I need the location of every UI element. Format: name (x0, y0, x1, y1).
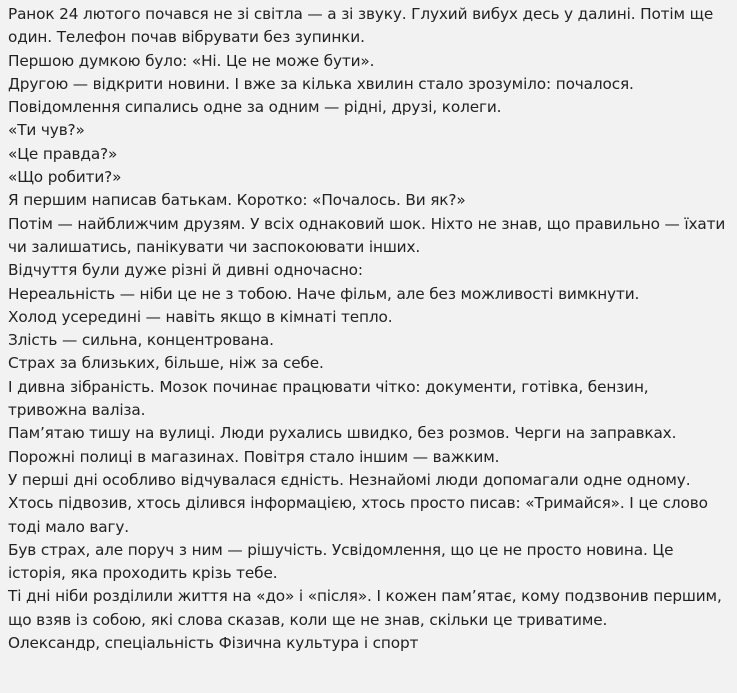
paragraph: Ті дні ніби розділили життя на «до» і «після». І кожен пам’ятає, кому подзвонив першим, що взяв із собою, які слова сказав, коли ще не знав, скільки це триватиме. (8, 587, 722, 629)
paragraph: Потім — найближчим друзям. У всіх однаковий шок. Ніхто не знав, що правильно — їхати чи залишатись, панікувати чи заспокоювати інших. (8, 214, 726, 256)
paragraph: Порожні полиці в магазинах. Повітря стало іншим — важким. (8, 447, 500, 466)
paragraph: Першою думкою було: «Ні. Це не може бути». (8, 51, 375, 70)
paragraph: Я першим написав батькам. Коротко: «Почалось. Ви як?» (8, 191, 466, 210)
paragraph: Ранок 24 лютого почався не зі світла — а зі звуку. Глухий вибух десь у далині. Потім ще один. Телефон почав вібрувати без зупинки. (8, 5, 714, 47)
paragraph: Хтось підвозив, хтось ділився інформацією, хтось просто писав: «Тримайся». І це слово тоді мало вагу. (8, 494, 708, 536)
author-signature: Олександр, спеціальність Фізична культура і спорт (8, 634, 419, 653)
feeling-line: Злість — сильна, концентрована. (8, 331, 274, 350)
paragraph: Другою — відкрити новини. І вже за кілька хвилин стало зрозуміло: почалося. (8, 74, 634, 93)
quote-line: «Це правда?» (8, 144, 118, 163)
paragraph: У перші дні особливо відчувалася єдність. Незнайомі люди допомагали одне одному. (8, 470, 691, 489)
feeling-line: Страх за близьких, більше, ніж за себе. (8, 354, 324, 373)
paragraph: Повідомлення сипались одне за одним — рідні, друзі, колеги. (8, 98, 502, 117)
feeling-line: І дивна зібраність. Мозок починає працювати чітко: документи, готівка, бензин, тривожна валіза. (8, 377, 649, 420)
feeling-line: Нереальність — ніби це не з тобою. Наче фільм, але без можливості вимкнути. (8, 284, 640, 303)
paragraph: Пам’ятаю тишу на вулиці. Люди рухались швидко, без розмов. Черги на заправках. (8, 424, 677, 443)
feeling-line: Холод усередині — навіть якщо в кімнаті тепло. (8, 307, 393, 326)
paragraph: Був страх, але поруч з ним — рішучість. Усвідомлення, що це не просто новина. Це історія, яка проходить крізь тебе. (8, 540, 674, 583)
quote-line: «Що робити?» (8, 168, 122, 187)
quote-line: «Ти чув?» (8, 121, 85, 140)
paragraph: Відчуття були дуже різні й дивні одночасно: (8, 261, 363, 280)
